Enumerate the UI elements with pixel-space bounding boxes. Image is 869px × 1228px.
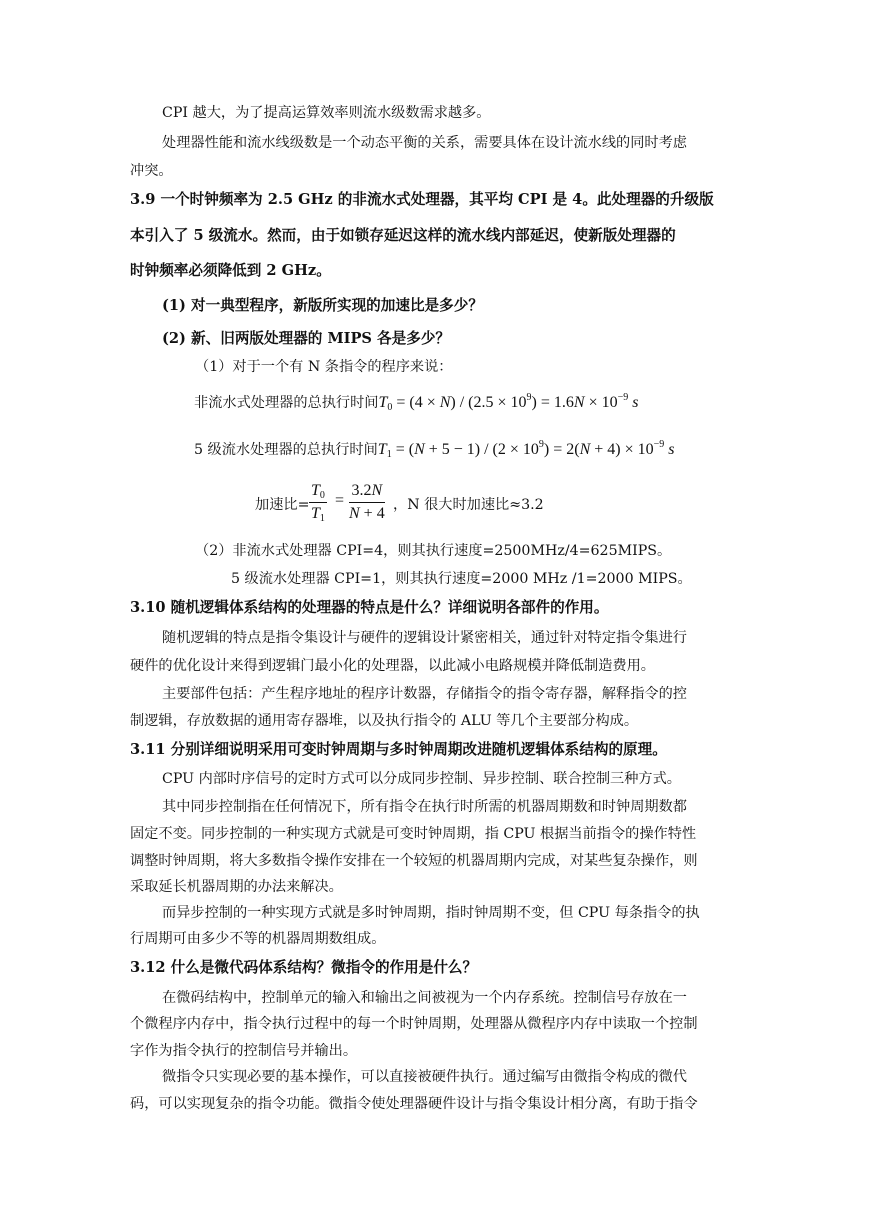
- subquestion-1: (1) 对一典型程序，新版所实现的加速比是多少？: [162, 297, 483, 314]
- speedup-note: ，N 很大时加速比≈3.2: [393, 497, 544, 513]
- equation-symbol: T: [311, 482, 320, 499]
- paragraph-line: 冲突。: [130, 163, 173, 179]
- fraction-t0-t1: [309, 481, 327, 524]
- paragraph-line: 个微程序内存中，指令执行过程中的每一个时钟周期，处理器从微程序内存中读取一个控制: [130, 1016, 698, 1032]
- question-3-9-line: 本引入了 5 级流水。然而，由于如锁存延迟这样的流水线内部延迟，使新版处理器的: [130, 227, 676, 244]
- fraction-3-2n: [349, 481, 385, 524]
- paragraph-line: 采取延长机器周期的办法来解决。: [130, 879, 343, 895]
- question-3-9-line: 3.9 一个时钟频率为 2.5 GHz 的非流水式处理器，其平均 CPI 是 4。此处理器的升级版: [130, 191, 714, 208]
- paragraph-line: 处理器性能和流水线级数是一个动态平衡的关系，需要具体在设计流水线的同时考虑: [162, 135, 687, 151]
- equation-part: ) = 1.6: [531, 394, 574, 411]
- equation-t0: [194, 392, 638, 412]
- equation-exponent: 9: [538, 439, 544, 450]
- equation-label: 5 级流水处理器的总执行时间: [194, 442, 378, 458]
- equation-exponent: 9: [526, 392, 532, 403]
- equation-symbol: N: [371, 482, 383, 499]
- fraction-numerator: [349, 481, 385, 503]
- paragraph-line: 在微码结构中，控制单元的输入和输出之间被视为一个内存系统。控制信号存放在一: [162, 990, 687, 1006]
- paragraph-line: CPU 内部时序信号的定时方式可以分成同步控制、异步控制、联合控制三种方式。: [162, 771, 681, 787]
- equation-part: = (: [391, 441, 415, 458]
- equation-exponent: −9: [617, 392, 629, 403]
- equation-label: 非流水式处理器的总执行时间: [194, 395, 379, 411]
- paragraph-line: 随机逻辑的特点是指令集设计与硬件的逻辑设计紧密相关，通过针对特定指令集进行: [162, 630, 687, 646]
- answer-line: （1）对于一个有 N 条指令的程序来说：: [195, 359, 453, 375]
- fraction-denominator: [309, 503, 327, 524]
- equation-subscript: 0: [387, 402, 393, 413]
- paragraph-line: 硬件的优化设计来得到逻辑门最小化的处理器，以此减小电路规模并降低制造费用。: [130, 658, 655, 674]
- fraction-numerator: [309, 481, 327, 503]
- equation-part: + 4: [359, 505, 385, 522]
- question-3-12: 3.12 什么是微代码体系结构？微指令的作用是什么？: [130, 959, 478, 976]
- paragraph-line: 微指令只实现必要的基本操作，可以直接被硬件执行。通过编写由微指令构成的微代: [162, 1069, 687, 1085]
- question-3-10: 3.10 随机逻辑体系结构的处理器的特点是什么？详细说明各部件的作用。: [130, 599, 609, 616]
- equation-t1: [194, 439, 675, 459]
- question-3-11: 3.11 分别详细说明采用可变时钟周期与多时钟周期改进随机逻辑体系结构的原理。: [130, 741, 667, 758]
- equation-part: 3.2: [351, 482, 372, 499]
- equation-part: + 4) × 10: [590, 441, 654, 458]
- equation-part: + 5 − 1) / (2 × 10: [424, 441, 539, 458]
- equation-symbol: N: [579, 441, 591, 458]
- equals-sign: =: [335, 492, 345, 509]
- equation-symbol: T: [311, 505, 320, 522]
- speedup-label: 加速比=: [255, 497, 310, 513]
- equation-part: = (4 ×: [392, 394, 440, 411]
- paragraph-line: 码，可以实现复杂的指令功能。微指令使处理器硬件设计与指令集设计相分离，有助于指令: [130, 1096, 698, 1112]
- equation-symbol: N: [414, 441, 425, 458]
- paragraph-line: 制逻辑，存放数据的通用寄存器堆，以及执行指令的 ALU 等几个主要部分构成。: [130, 713, 639, 729]
- equation-subscript: 0: [319, 490, 325, 501]
- equation-part: ) = 2(: [543, 441, 580, 458]
- equation-part: ) / (2.5 × 10: [450, 394, 527, 411]
- paragraph-line: 主要部件包括：产生程序地址的程序计数器，存储指令的指令寄存器，解释指令的控: [162, 686, 687, 702]
- equation-symbol: T: [377, 441, 387, 458]
- paragraph-line: 固定不变。同步控制的一种实现方式就是可变时钟周期，指 CPU 根据当前指令的操作特性: [130, 826, 697, 842]
- equation-unit: s: [668, 441, 675, 458]
- paragraph-line: 字作为指令执行的控制信号并输出。: [130, 1043, 358, 1059]
- question-3-9-line: 时钟频率必须降低到 2 GHz。: [130, 262, 331, 279]
- fraction-denominator: [349, 503, 385, 524]
- equation-symbol: N: [573, 394, 585, 411]
- equation-part: × 10: [584, 394, 618, 411]
- paragraph-line: 行周期可由多少不等的机器周期数组成。: [130, 931, 386, 947]
- subquestion-2: (2) 新、旧两版处理器的 MIPS 各是多少？: [162, 330, 451, 347]
- equation-symbol: N: [349, 505, 360, 522]
- equation-unit: s: [632, 394, 639, 411]
- equation-subscript: 1: [386, 449, 392, 460]
- answer-line: 5 级流水处理器 CPI=1，则其执行速度=2000 MHz /1=2000 MIPS。: [231, 571, 692, 587]
- paragraph-line: 而异步控制的一种实现方式就是多时钟周期，指时钟周期不变，但 CPU 每条指令的执: [162, 905, 700, 921]
- equation-exponent: −9: [653, 439, 665, 450]
- equation-subscript: 1: [319, 513, 325, 524]
- equation-symbol: T: [378, 394, 388, 411]
- paragraph-line: 其中同步控制指在任何情况下，所有指令在执行时所需的机器周期数和时钟周期数都: [162, 799, 687, 815]
- paragraph-line: 调整时钟周期，将大多数指令操作安排在一个较短的机器周期内完成，对某些复杂操作，则: [130, 853, 698, 869]
- paragraph-line: CPI 越大，为了提高运算效率则流水级数需求越多。: [162, 105, 491, 121]
- equation-symbol: N: [439, 394, 451, 411]
- answer-line: （2）非流水式处理器 CPI=4，则其执行速度=2500MHz/4=625MIPS。: [195, 543, 672, 559]
